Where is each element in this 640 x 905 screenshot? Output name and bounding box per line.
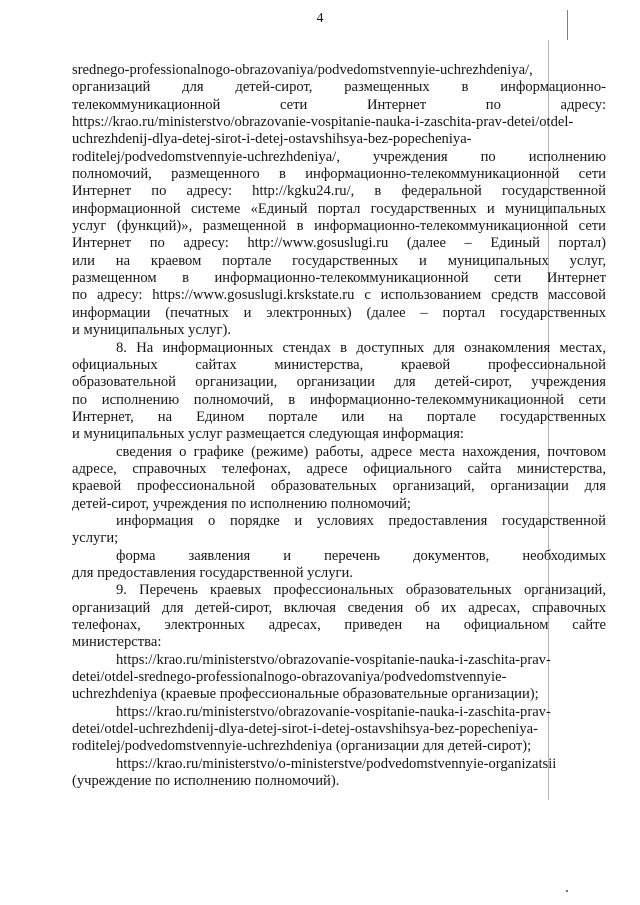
text-line: детей-сирот, учреждения по исполнению полномочий;	[72, 495, 411, 512]
text-line: сведения о графике (режиме) работы, адресе места нахождения, почтовом	[116, 443, 606, 460]
text-line: для предоставления государственной услуги.	[72, 564, 353, 581]
text-line: краевой профессиональной образовательных организаций, организации для	[72, 478, 606, 495]
text-line: по адресу: https://www.gosuslugi.krskstate.ru с использованием средств массовой	[72, 287, 606, 304]
text-line: roditelej/podvedomstvennyie-uchrezhdeniya (организации для детей-сирот);	[72, 738, 532, 755]
text-line: https://krao.ru/ministerstvo/obrazovanie-vospitanie-nauka-i-zaschita-prav-detei/otdel-	[72, 114, 574, 131]
text-line: организаций для детей-сирот, размещенных в информационно-	[72, 79, 606, 96]
text-line: 8. На информационных стендах в доступных для ознакомления местах,	[116, 339, 606, 356]
text-line: форма заявления и перечень документов, необходимых	[116, 547, 606, 564]
document-body	[72, 62, 606, 790]
text-line: Интернет, на Едином портале или на портале государственных	[72, 408, 606, 425]
text-line: Интернет по адресу: http://www.gosuslugi.ru (далее – Единый портал)	[72, 235, 606, 252]
text-line: https://krao.ru/ministerstvo/obrazovanie-vospitanie-nauka-i-zaschita-prav-	[116, 703, 551, 720]
scan-speck	[566, 890, 568, 892]
text-line: официальных сайтах министерства, краевой профессиональной	[72, 356, 606, 373]
text-line: услуг (функций)», размещенной в информационно-телекоммуникационной сети	[72, 218, 606, 235]
text-line: информационной системе «Единый портал государственных и муниципальных	[72, 200, 606, 217]
text-line: размещенном в информационно-телекоммуникационной сети Интернет	[72, 270, 606, 287]
text-line: по исполнению полномочий, в информационно-телекоммуникационной сети	[72, 391, 606, 408]
text-line: и муниципальных услуг).	[72, 322, 231, 339]
text-line: информация о порядке и условиях предоставления государственной	[116, 512, 606, 529]
text-line: услуги;	[72, 530, 119, 547]
text-line: (учреждение по исполнению полномочий).	[72, 773, 340, 790]
text-line: detei/otdel-srednego-professionalnogo-obrazovaniya/podvedomstvennyie-	[72, 669, 507, 686]
page-number: 4	[316, 11, 324, 26]
scan-edge-line	[567, 10, 568, 40]
text-line: министерства:	[72, 634, 162, 651]
text-line: roditelej/podvedomstvennyie-uchrezhdeniya/, учреждения по исполнению	[72, 148, 606, 165]
text-line: и муниципальных услуг размещается следующая информация:	[72, 426, 464, 443]
text-line: https://krao.ru/ministerstvo/obrazovanie-vospitanie-nauka-i-zaschita-prav-	[116, 651, 551, 668]
text-line: образовательной организации, организации для детей-сирот, учреждения	[72, 374, 606, 391]
text-line: телефонах, электронных адресах, приведен на официальном сайте	[72, 617, 606, 633]
text-line: телекоммуникационной сети Интернет по адресу:	[72, 96, 606, 113]
text-line: полномочий, размещенного в информационно-телекоммуникационной сети	[72, 166, 606, 183]
text-line: организаций для детей-сирот, включая сведения об их адресах, справочных	[72, 599, 606, 616]
text-line: srednego-professionalnogo-obrazovaniya/podvedomstvennyie-uchrezhdeniya/,	[72, 62, 533, 78]
text-line: uchrezhdeniya (краевые профессиональные образовательные организации);	[72, 686, 539, 703]
text-line: detei/otdel-uchrezhdenij-dlya-detej-sirot-i-detej-ostavshihsya-bez-popecheniya-	[72, 721, 538, 738]
text-line: Интернет по адресу: http://kgku24.ru/, в федеральной государственной	[72, 183, 606, 200]
text-line: 9. Перечень краевых профессиональных образовательных организаций,	[116, 582, 606, 599]
text-line: информации (печатных и электронных) (далее – портал государственных	[72, 304, 606, 321]
text-line: или на краевом портале государственных и муниципальных услуг,	[72, 252, 606, 269]
text-line: https://krao.ru/ministerstvo/o-ministerstve/podvedomstvennyie-organizatsii	[116, 755, 557, 772]
text-line: uchrezhdenij-dlya-detej-sirot-i-detej-ostavshihsya-bez-popecheniya-	[72, 131, 472, 148]
text-line: адресе, справочных телефонах, адресе официального сайта министерства,	[72, 460, 606, 477]
